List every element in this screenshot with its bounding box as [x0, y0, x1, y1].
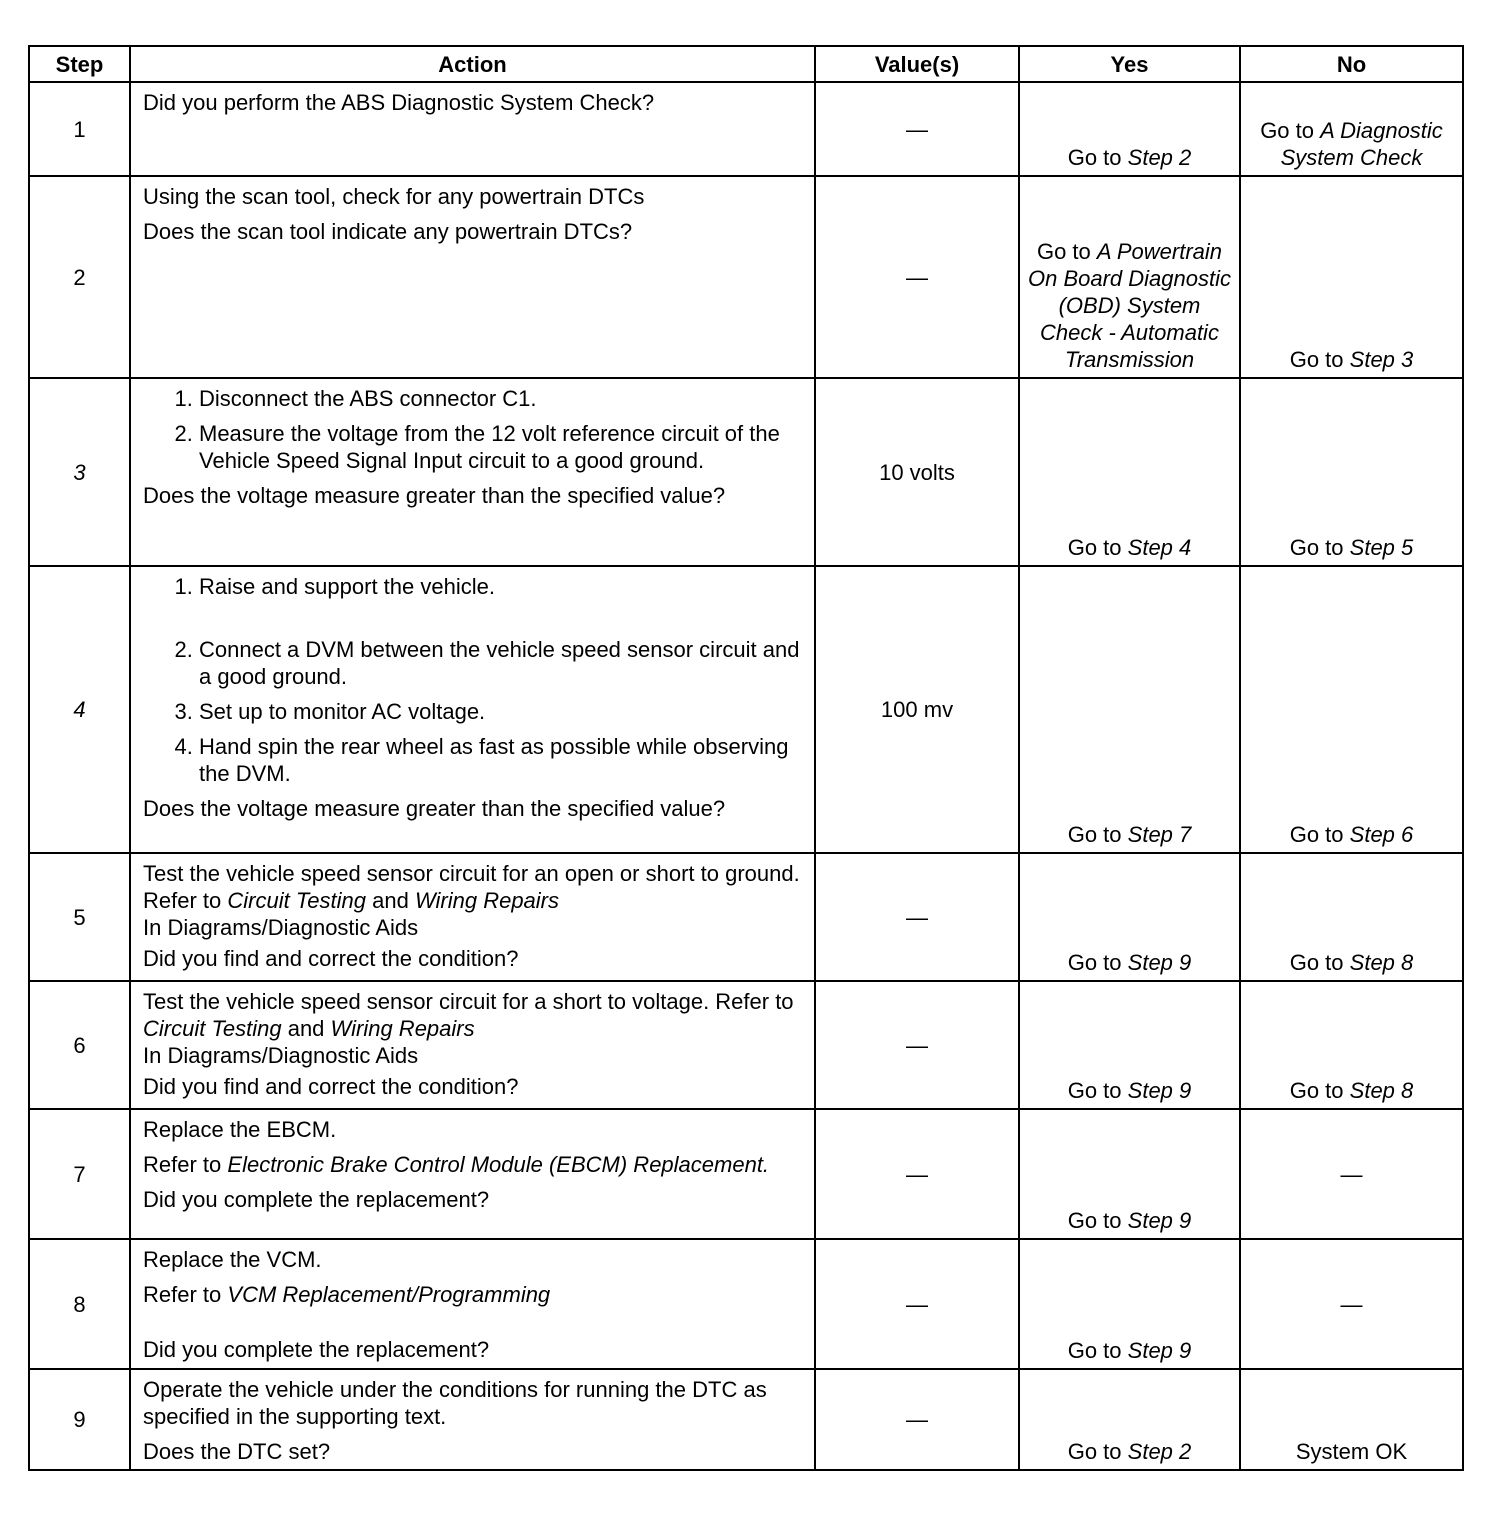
action-refer — [143, 1151, 804, 1178]
action-in: In Diagrams/Diagnostic Aids — [143, 915, 419, 940]
table-row — [29, 566, 1463, 853]
yes-cell — [1019, 1109, 1240, 1239]
action-cell — [130, 1109, 815, 1239]
yes-prefix: Go to — [1067, 1208, 1122, 1233]
action-ref: Circuit Testing — [143, 1016, 282, 1041]
action-text: Replace the EBCM. — [143, 1117, 337, 1142]
yes-prefix: Go to — [1067, 1078, 1122, 1103]
yes-ref: Step 7 — [1127, 822, 1192, 847]
yes-ref: Step 9 — [1127, 1078, 1192, 1103]
yes-cell — [1019, 853, 1240, 981]
action-ref: Electronic Brake Control Module (EBCM) Replacement. — [227, 1152, 770, 1177]
action-list — [143, 573, 804, 787]
action-question: Did you find and correct the condition? — [143, 1074, 519, 1099]
action-question: Did you find and correct the condition? — [143, 946, 519, 971]
yes-cell — [1019, 176, 1240, 378]
step-number: 7 — [29, 1109, 130, 1239]
yes-prefix: Go to — [1067, 535, 1122, 560]
value-cell: — — [815, 1239, 1019, 1369]
action-text — [143, 988, 804, 1042]
step-number: 6 — [29, 981, 130, 1109]
action-ref: VCM Replacement/Programming — [227, 1282, 551, 1307]
action-text — [143, 860, 804, 914]
yes-prefix: Go to — [1067, 950, 1122, 975]
action-refer-label: Refer to — [143, 1152, 222, 1177]
no-cell — [1240, 981, 1463, 1109]
action-question: Does the DTC set? — [143, 1439, 331, 1464]
no-cell — [1240, 853, 1463, 981]
table-row — [29, 1109, 1463, 1239]
action-item: 1. Raise and support the vehicle. — [199, 573, 804, 600]
action-refer — [143, 1281, 804, 1308]
action-main: Test the vehicle speed sensor circuit for a short to voltage. Refer to — [143, 989, 794, 1014]
action-question: Does the voltage measure greater than the specified value? — [143, 796, 726, 821]
action-list — [143, 385, 804, 474]
table-row — [29, 1369, 1463, 1470]
no-cell: — — [1240, 1109, 1463, 1239]
yes-cell — [1019, 1369, 1240, 1470]
diagnostic-table — [28, 45, 1464, 1471]
header-step: Step — [29, 46, 130, 82]
yes-ref: Step 9 — [1127, 950, 1192, 975]
action-cell — [130, 1239, 815, 1369]
yes-prefix: Go to — [1067, 145, 1122, 170]
yes-cell — [1019, 1239, 1240, 1369]
no-cell — [1240, 82, 1463, 176]
no-cell: — — [1240, 1239, 1463, 1369]
yes-prefix: Go to — [1067, 822, 1122, 847]
yes-cell — [1019, 566, 1240, 853]
yes-cell — [1019, 82, 1240, 176]
action-question: Does the scan tool indicate any powertrain DTCs? — [143, 219, 633, 244]
table-row — [29, 981, 1463, 1109]
action-cell — [130, 82, 815, 176]
no-ref: Step 3 — [1349, 347, 1414, 372]
header-action: Action — [130, 46, 815, 82]
value-cell: — — [815, 981, 1019, 1109]
header-no: No — [1240, 46, 1463, 82]
no-ref: Step 8 — [1349, 950, 1414, 975]
step-number: 2 — [29, 176, 130, 378]
yes-prefix: Go to — [1067, 1439, 1122, 1464]
action-item — [199, 608, 804, 690]
no-prefix: Go to — [1289, 822, 1344, 847]
value-cell: — — [815, 176, 1019, 378]
action-and: and — [372, 888, 409, 913]
action-cell — [130, 176, 815, 378]
table-row — [29, 853, 1463, 981]
no-cell — [1240, 566, 1463, 853]
yes-prefix: Go to — [1036, 239, 1091, 264]
yes-ref: Step 2 — [1127, 145, 1192, 170]
yes-ref: Step 4 — [1127, 535, 1192, 560]
action-in: In Diagrams/Diagnostic Aids — [143, 1043, 419, 1068]
table-row — [29, 82, 1463, 176]
step-number: 1 — [29, 82, 130, 176]
yes-prefix: Go to — [1067, 1338, 1122, 1363]
step-number: 8 — [29, 1239, 130, 1369]
action-text: Operate the vehicle under the conditions for running the DTC as specified in the supporting text. — [143, 1377, 767, 1429]
yes-ref: Step 9 — [1127, 1338, 1192, 1363]
action-item: 2. Measure the voltage from the 12 volt reference circuit of the Vehicle Speed Signal Input circuit to a good ground. — [199, 420, 804, 474]
value-cell: — — [815, 82, 1019, 176]
action-main: Test the vehicle speed sensor circuit for an open or short to ground. Refer to — [143, 861, 800, 913]
action-cell — [130, 853, 815, 981]
table-row — [29, 176, 1463, 378]
action-text: Replace the VCM. — [143, 1247, 322, 1272]
action-ref: Circuit Testing — [227, 888, 366, 913]
action-item-text: Connect a DVM between the vehicle speed sensor circuit and a good ground. — [199, 637, 800, 689]
no-cell — [1240, 378, 1463, 566]
action-cell — [130, 1369, 815, 1470]
value-cell: — — [815, 853, 1019, 981]
no-ref: A Diagnostic System Check — [1280, 118, 1443, 170]
table-row — [29, 378, 1463, 566]
no-prefix: Go to — [1289, 347, 1344, 372]
step-number: 9 — [29, 1369, 130, 1470]
no-prefix: Go to — [1260, 118, 1314, 143]
value-cell: — — [815, 1369, 1019, 1470]
step-number: 4 — [29, 566, 130, 853]
value-cell: 100 mv — [815, 566, 1019, 853]
action-refer-label: Refer to — [143, 1282, 222, 1307]
no-cell: System OK — [1240, 1369, 1463, 1470]
action-ref: Wiring Repairs — [414, 888, 560, 913]
value-cell: — — [815, 1109, 1019, 1239]
action-text: Did you perform the ABS Diagnostic System Check? — [143, 90, 655, 115]
no-ref: Step 6 — [1349, 822, 1414, 847]
action-question: Did you complete the replacement? — [143, 1337, 490, 1362]
yes-ref: Step 2 — [1127, 1439, 1192, 1464]
action-question: Did you complete the replacement? — [143, 1187, 490, 1212]
action-cell — [130, 566, 815, 853]
action-and: and — [287, 1016, 325, 1041]
action-item: 3. Set up to monitor AC voltage. — [199, 698, 804, 725]
yes-ref: A Powertrain On Board Diagnostic (OBD) System Check - Automatic Transmission — [1028, 239, 1231, 372]
action-ref: Wiring Repairs — [330, 1016, 475, 1041]
action-question: Does the voltage measure greater than the specified value? — [143, 483, 726, 508]
action-cell — [130, 981, 815, 1109]
no-ref: Step 5 — [1349, 535, 1414, 560]
header-yes: Yes — [1019, 46, 1240, 82]
yes-cell — [1019, 378, 1240, 566]
value-cell: 10 volts — [815, 378, 1019, 566]
action-item: 1. Disconnect the ABS connector C1. — [199, 385, 804, 412]
yes-ref: Step 9 — [1127, 1208, 1192, 1233]
header-values: Value(s) — [815, 46, 1019, 82]
table-row — [29, 1239, 1463, 1369]
step-number: 5 — [29, 853, 130, 981]
action-cell — [130, 378, 815, 566]
no-prefix: Go to — [1289, 1078, 1344, 1103]
action-item: 4. Hand spin the rear wheel as fast as possible while observing the DVM. — [199, 733, 804, 787]
no-prefix: Go to — [1289, 535, 1344, 560]
yes-cell — [1019, 981, 1240, 1109]
action-text: Using the scan tool, check for any powertrain DTCs — [143, 184, 645, 209]
no-ref: Step 8 — [1349, 1078, 1414, 1103]
no-cell — [1240, 176, 1463, 378]
no-prefix: Go to — [1289, 950, 1344, 975]
step-number: 3 — [29, 378, 130, 566]
header-row — [29, 46, 1463, 82]
